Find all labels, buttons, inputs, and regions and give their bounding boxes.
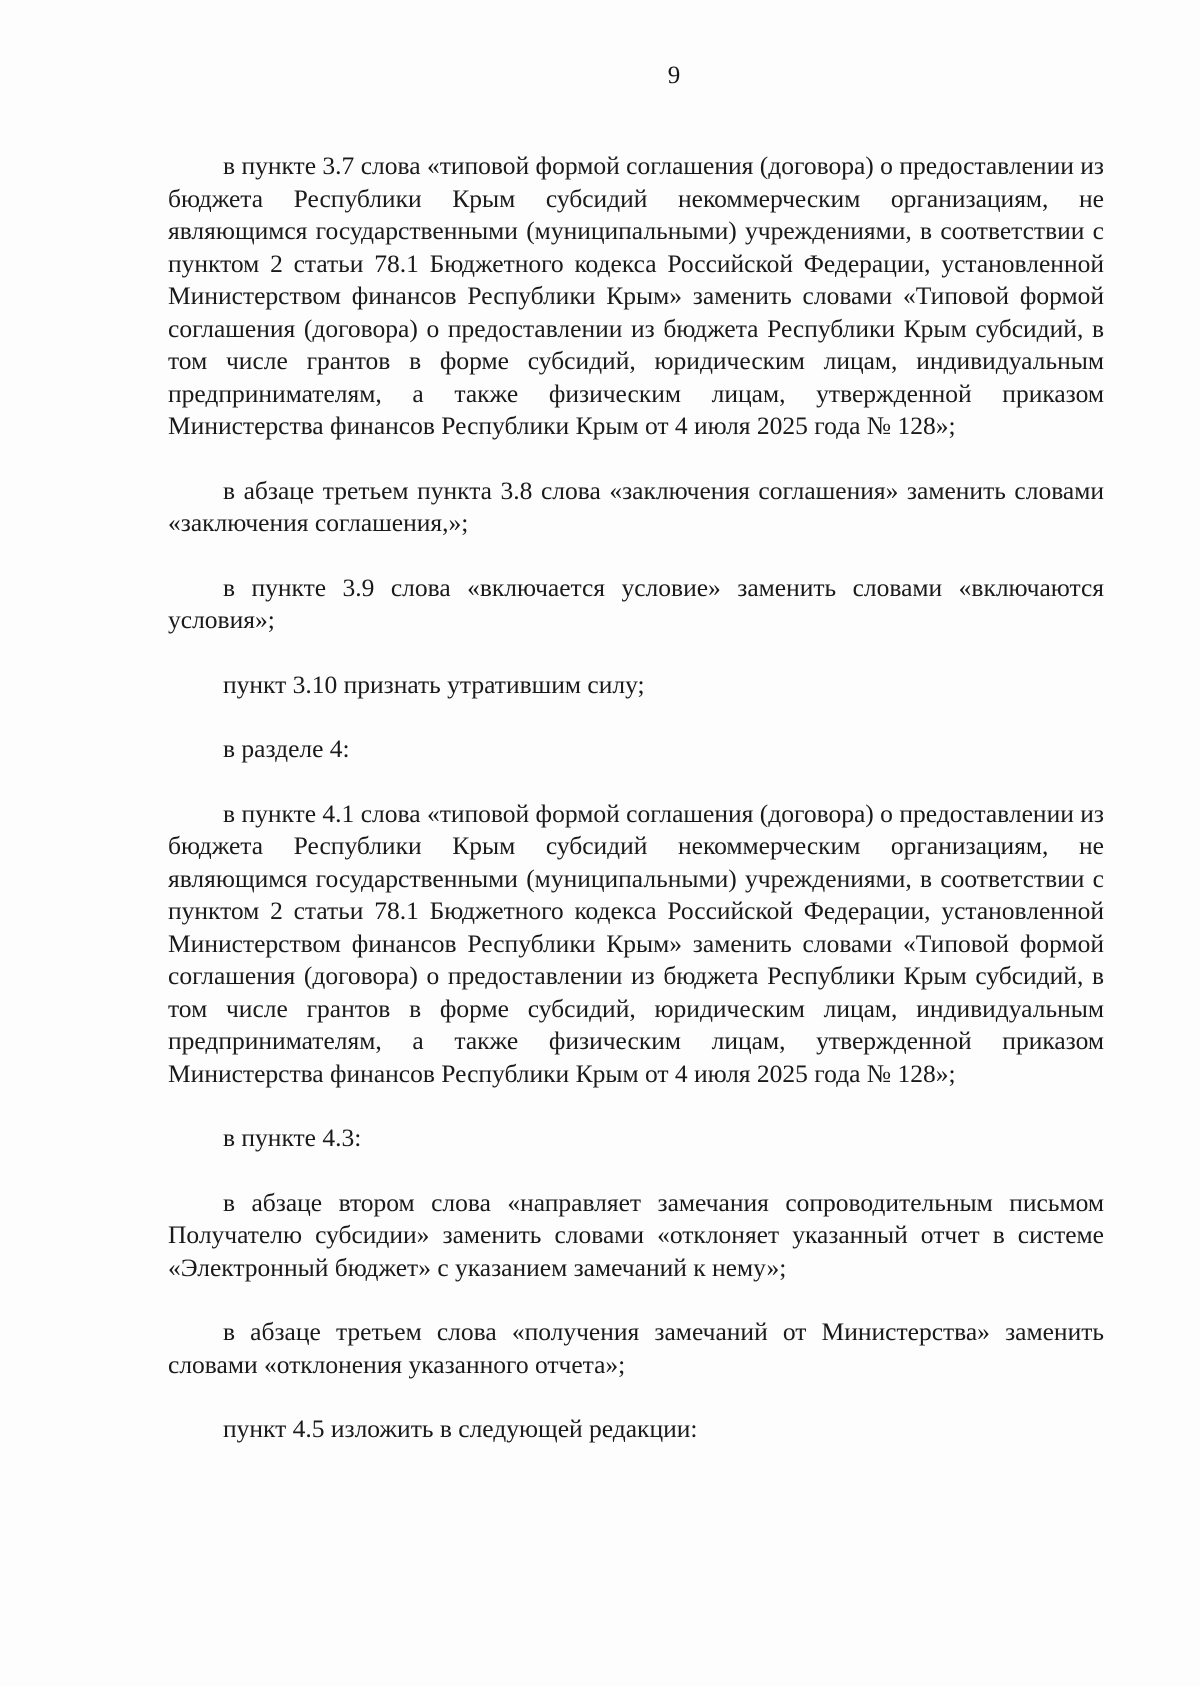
- paragraph-point-4-3: в пункте 4.3:: [223, 1123, 362, 1152]
- paragraph-point-4-3-third-clause: в абзаце третьем слова «получения замечаний от Министерства» заменить словами «отклонения указанного отчета»;: [168, 1317, 1104, 1379]
- paragraph-point-4-5: пункт 4.5 изложить в следующей редакции:: [223, 1414, 698, 1443]
- page-number: 9: [667, 62, 681, 89]
- paragraph-section-4: в разделе 4:: [223, 734, 350, 763]
- paragraph-point-4-1: в пункте 4.1 слова «типовой формой соглашения (договора) о предоставлении из бюджета Республики Крым субсидий некоммерческим организациям, не являющимся государственными (муниципальными) учреждениями, в соответствии с пунктом 2 статьи 78.1 Бюджетного кодекса Российской Федерации, установленной Министерством финансов Республики Крым» заменить словами «Типовой формой соглашения (договора) о предоставлении из бюджета Республики Крым субсидий, в том числе грантов в форме субсидий, юридическим лицам, индивидуальным предпринимателям, а также физическим лицам, утвержденной приказом Министерства финансов Республики Крым от 4 июля 2025 года № 128»;: [168, 798, 1104, 1088]
- paragraph-point-3-9: в пункте 3.9 слова «включается условие» заменить словами «включаются условия»;: [168, 572, 1104, 634]
- paragraph-point-4-3-second-clause: в абзаце втором слова «направляет замечания сопроводительным письмом Получателю субсидии» заменить словами «отклоняет указанный отчет в системе «Электронный бюджет» с указанием замечаний к нему»;: [168, 1187, 1104, 1282]
- paragraph-point-3-8: в абзаце третьем пункта 3.8 слова «заключения соглашения» заменить словами «заключения соглашения,»;: [168, 475, 1104, 537]
- paragraph-point-3-7: в пункте 3.7 слова «типовой формой соглашения (договора) о предоставлении из бюджета Республики Крым субсидий некоммерческим организациям, не являющимся государственными (муниципальными) учреждениями, в соответствии с пунктом 2 статьи 78.1 Бюджетного кодекса Российской Федерации, установленной Министерством финансов Республики Крым» заменить словами «Типовой формой соглашения (договора) о предоставлении из бюджета Республики Крым субсидий, в том числе грантов в форме субсидий, юридическим лицам, индивидуальным предпринимателям, а также физическим лицам, утвержденной приказом Министерства финансов Республики Крым от 4 июля 2025 года № 128»;: [168, 151, 1104, 440]
- document-body: [168, 150, 1104, 1478]
- paragraph-point-3-10: пункт 3.10 признать утратившим силу;: [223, 669, 645, 699]
